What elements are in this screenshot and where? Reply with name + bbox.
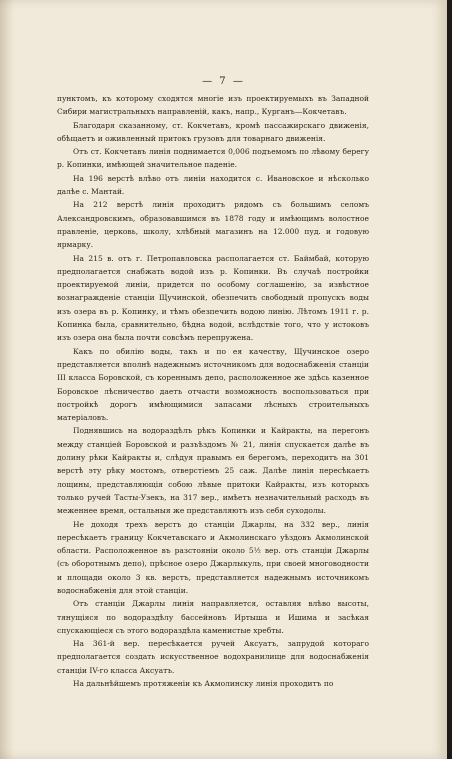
paragraph: На 361-й вер. пересѣкается ручей Аксуатъ, запрудой котораго предполагается создать искусственное водохранилище для водоснабженія станціи IV-го класса Аксуатъ. — [57, 639, 369, 675]
paragraph: Поднявшись на водораздѣлъ рѣкъ Копинки и Кайракты, на перегонъ между станціей Боровской и разъѣздомъ № 21, линія спускается далѣе въ долину рѣки Кайракты и, слѣдуя правымъ ея берегомъ, переходитъ на 301 верстѣ эту рѣку мостомъ, отверстіемъ 25 саж. Далѣе линія пересѣкаетъ лощины, представляющія собою лѣвые притоки Кайракты, изъ которыхъ только ручей Тасты-Узекъ, на 317 вер., имѣетъ незначительный расходъ въ меженнее время, остальныя же представляютъ изъ себя суходолы. — [57, 426, 369, 516]
page-number: — 7 — — [202, 76, 245, 87]
spine-shadow — [0, 0, 14, 759]
paragraph: На 212 верстѣ линія проходитъ рядомъ съ большимъ селомъ Александровскимъ, образовавшимся въ 1878 году и имѣющимъ волостное правленіе, церковь, школу, хлѣбный магазинъ на 12.000 пуд. и годовую ярмарку. — [57, 200, 369, 250]
paragraph: Отъ ст. Кокчетавъ линія поднимается 0,006 подъемомъ по лѣвому берегу р. Копинки, имѣющей значительное паденіе. — [57, 147, 369, 170]
paragraph: Не доходя трехъ верстъ до станціи Джарлы, на 332 вер., линія пересѣкаетъ границу Кокчетавскаго и Акмолинскаго уѣздовъ Акмолинской области. Расположенное въ разстояніи около 5½ вер. отъ станціи Джарлы (съ оборотнымъ депо), прѣсное озеро Джарлыкуль, при своей многоводности и площади около 3 кв. верстъ, представляется надежнымъ источникомъ водоснабженія для этой станціи. — [57, 519, 369, 595]
paragraph: На 215 в. отъ г. Петропавловска располагается ст. Баймбай, которую предполагается снабжать водой изъ р. Копинки. Въ случаѣ постройки проектируемой линіи, придется по особому соглашенію, за извѣстное вознагражденіе станціи Щучинской, обезпечить свободный пропускъ воды изъ озера въ р. Копинку, и тѣмъ обезпечить водою линію. Лѣтомъ 1911 г. р. Копинка была, сравнительно, бѣдна водой, вслѣдствіе того, что у истоковъ изъ озера она была почти совсѣмъ перепружена. — [57, 253, 369, 343]
paragraph: На дальнѣйшемъ протяженіи къ Акмолинску линія проходитъ по — [73, 679, 334, 689]
paragraph: Какъ по обилію воды, такъ и по ея качеству, Щучинское озеро представляется вполнѣ надежнымъ источникомъ для водоснабженія станціи III класса Боровской, съ кореннымъ депо, расположенное же здѣсь казенное Боровское лѣсничество даетъ отчасти возможность воспользоваться при постройкѣ дорогъ имѣющимися запасами лѣсныхъ строительныхъ матеріаловъ. — [57, 346, 369, 423]
paragraph: На 196 верстѣ влѣво отъ линіи находится с. Ивановское и нѣсколько далѣе с. Мантай. — [57, 173, 369, 197]
paragraph: пунктомъ, къ которому сходятся многіе изъ проектируемыхъ въ Западной Сибири магистральныхъ направленій, какъ, напр., Курганъ—Кокчетавъ. — [57, 94, 369, 117]
body-text — [57, 92, 369, 690]
paragraph: Отъ станціи Джарлы линія направляется, оставляя влѣво высоты, тянущіяся по водораздѣлу бассейновъ Иртыша и Ишима и засѣкая спускающіеся съ этого водораздѣла каменистые хребты. — [57, 599, 369, 635]
paragraph: Благодаря сказанному, ст. Кокчетавъ, кромѣ пассажирскаго движенія, обѣщаетъ и оживленный притокъ грузовъ для товарнаго движенія. — [57, 120, 369, 143]
book-edge — [447, 0, 452, 759]
